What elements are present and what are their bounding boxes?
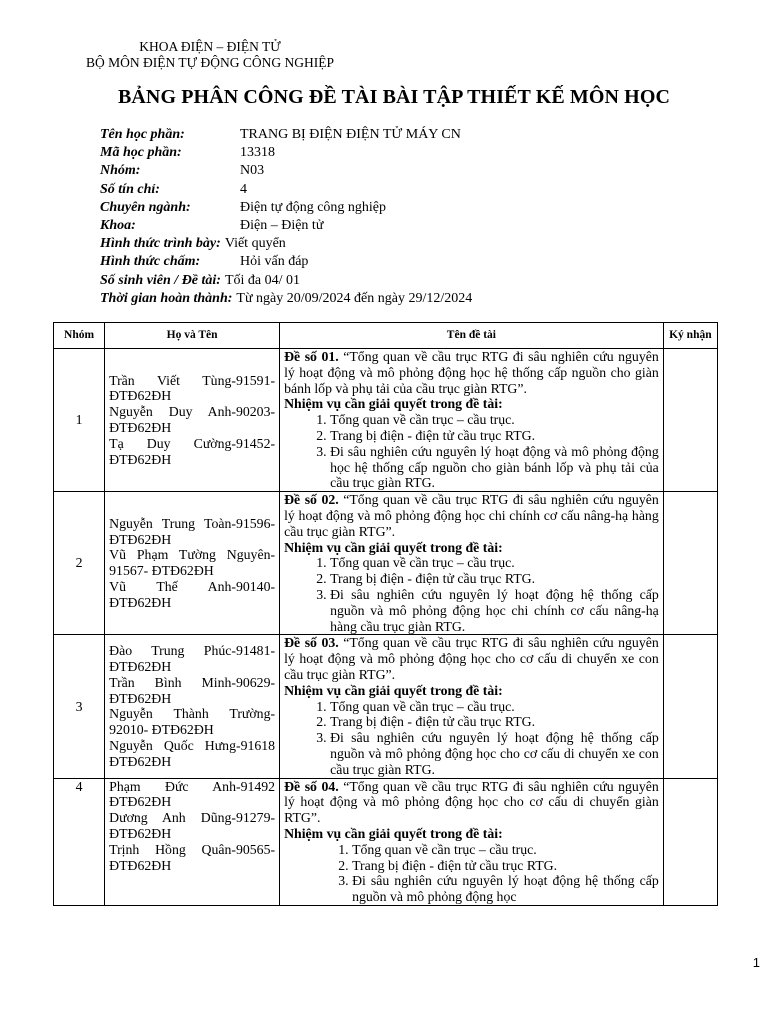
task-item: 3. Đi sâu nghiên cứu nguyên lý hoạt động hệ thống cấp nguồn và mô phỏng động học cho cơ cấu di chuyển xe con cầu trục giàn RTG. — [330, 730, 659, 777]
info-key: Số tín chỉ: — [100, 181, 160, 197]
info-key: Tên học phần: — [100, 127, 185, 142]
department-header: BỘ MÔN ĐIỆN TỰ ĐỘNG CÔNG NGHIỆP — [86, 55, 334, 70]
member-name: Nguyễn Quốc Hưng-91618 ĐTĐ62ĐH — [109, 738, 276, 769]
info-key: Nhóm: — [100, 163, 141, 179]
task-item: 2. Trang bị điện - điện tử cầu trục RTG. — [330, 571, 659, 587]
member-name: Tạ Duy Cường-91452-ĐTĐ62ĐH — [109, 435, 276, 467]
task-list — [284, 555, 659, 634]
topic-number: Đề số 01. — [284, 349, 339, 364]
page-number: 1 — [752, 955, 760, 970]
topic-cell — [280, 349, 664, 492]
member-name: Dương Anh Dũng-91279-ĐTĐ62ĐH — [109, 810, 276, 841]
task-item: 3. Đi sâu nghiên cứu nguyên lý hoạt động và mô phỏng động học hệ thống cấp nguồn cho giàn bánh lốp và phụ tải của cầu trục giàn RTG. — [330, 444, 659, 491]
info-row-faculty — [100, 217, 472, 235]
member-name: Phạm Đức Anh-91492 ĐTĐ62ĐH — [109, 778, 276, 810]
tasks-heading: Nhiệm vụ cần giải quyết trong đề tài: — [284, 396, 503, 412]
group-number: 2 — [54, 492, 105, 635]
member-list — [105, 492, 280, 635]
info-value: Điện – Điện tử — [240, 217, 324, 233]
info-value: 13318 — [240, 145, 275, 161]
assignment-table — [53, 322, 718, 906]
task-item: 1. Tổng quan về cần trục – cầu trục. — [330, 555, 659, 571]
info-value: TRANG BỊ ĐIỆN ĐIỆN TỬ MÁY CN — [240, 127, 461, 142]
task-list — [284, 412, 659, 491]
task-list — [284, 842, 659, 905]
info-row-students-per-topic — [100, 272, 472, 290]
member-name: Nguyễn Duy Anh-90203-ĐTĐ62ĐH — [109, 404, 276, 436]
info-key: Hình thức chấm: — [100, 254, 201, 270]
info-value: Điện tự động công nghiệp — [240, 199, 387, 215]
group-number: 3 — [54, 635, 105, 778]
column-header-group: Nhóm — [54, 323, 105, 349]
info-row-presentation — [100, 235, 472, 253]
task-item: 3. Đi sâu nghiên cứu nguyên lý hoạt động hệ thống cấp nguồn và mô phỏng động học — [352, 873, 659, 905]
info-value: Hỏi vấn đáp — [240, 254, 309, 270]
task-item: 2. Trang bị điện - điện tử cầu trục RTG. — [352, 858, 659, 874]
info-key: Mã học phần: — [100, 145, 182, 161]
info-key: Thời gian hoàn thành: — [100, 290, 233, 306]
faculty-header: KHOA ĐIỆN – ĐIỆN TỬ — [139, 39, 281, 54]
info-key: Số sinh viên / Đề tài: — [100, 272, 221, 288]
topic-title: “Tổng quan về cầu trục RTG đi sâu nghiên cứu nguyên lý hoạt động và mô phỏng động học cho cơ cấu di chuyển giàn RTG”. — [284, 778, 659, 826]
column-header-topic: Tên đề tài — [280, 323, 664, 349]
column-header-name: Họ và Tên — [105, 323, 280, 349]
info-key: Chuyên ngành: — [100, 199, 191, 215]
topic-cell — [280, 778, 664, 905]
signature-cell[interactable] — [663, 349, 717, 492]
info-row-course-name — [100, 126, 472, 144]
member-name: Nguyễn Thành Trường-92010- ĐTĐ62ĐH — [109, 706, 276, 738]
topic-cell — [280, 492, 664, 635]
column-header-sign: Ký nhận — [663, 323, 717, 349]
info-row-major — [100, 199, 472, 217]
topic-number: Đề số 04. — [284, 778, 339, 794]
member-name: Đào Trung Phúc-91481-ĐTĐ62ĐH — [109, 643, 276, 675]
info-key: Khoa: — [100, 217, 136, 233]
signature-cell[interactable] — [663, 778, 717, 905]
info-row-grading — [100, 253, 472, 271]
member-name: Vũ Thế Anh-90140-ĐTĐ62ĐH — [109, 579, 276, 610]
task-item: 2. Trang bị điện - điện tử cầu trục RTG. — [330, 714, 659, 730]
document-title: BẢNG PHÂN CÔNG ĐỀ TÀI BÀI TẬP THIẾT KẾ MÔN HỌC — [117, 86, 671, 108]
group-number: 4 — [54, 778, 105, 905]
info-value: 4 — [240, 181, 247, 197]
table-row — [54, 635, 718, 778]
tasks-heading: Nhiệm vụ cần giải quyết trong đề tài: — [284, 539, 503, 555]
info-value: Từ ngày 20/09/2024 đến ngày 29/12/2024 — [236, 290, 473, 306]
task-list — [284, 699, 659, 778]
task-item: 1. Tổng quan về cần trục – cầu trục. — [352, 842, 659, 858]
topic-title: “Tổng quan về cầu trục RTG đi sâu nghiên cứu nguyên lý hoạt động và mô phỏng động học chi chính cơ cấu nâng-hạ hàng cầu trục giàn RTG”. — [284, 492, 659, 539]
member-name: Vũ Phạm Tường Nguyên-91567- ĐTĐ62ĐH — [109, 547, 276, 579]
info-key: Hình thức trình bày: — [100, 236, 221, 252]
table-row — [54, 778, 718, 905]
info-value: Tối đa 04/ 01 — [224, 272, 301, 288]
member-name: Trịnh Hồng Quân-90565-ĐTĐ62ĐH — [109, 841, 276, 873]
signature-cell[interactable] — [663, 635, 717, 778]
topic-number: Đề số 02. — [284, 492, 339, 508]
member-list — [105, 778, 280, 905]
topic-title: “Tổng quan về cầu trục RTG đi sâu nghiên cứu nguyên lý hoạt động và mô phỏng động học cho cơ cấu di chuyển xe con cầu trục giàn RTG”. — [284, 635, 659, 682]
member-name: Trần Viết Tùng-91591-ĐTĐ62ĐH — [109, 372, 276, 404]
tasks-heading: Nhiệm vụ cần giải quyết trong đề tài: — [284, 825, 503, 841]
table-row — [54, 492, 718, 635]
course-info — [100, 126, 472, 308]
member-name: Nguyễn Trung Toàn-91596-ĐTĐ62ĐH — [109, 515, 276, 547]
topic-title: “Tổng quan về cầu trục RTG đi sâu nghiên cứu nguyên lý hoạt động và mô phỏng động học hệ thống cấp nguồn cho giàn bánh lốp và phụ tải của cầu trục giàn RTG”. — [284, 349, 659, 396]
signature-cell[interactable] — [663, 492, 717, 635]
info-row-deadline — [100, 290, 472, 308]
info-row-credits — [100, 181, 472, 199]
table-header-row — [54, 323, 718, 349]
task-item: 2. Trang bị điện - điện tử cầu trục RTG. — [330, 428, 659, 444]
member-name: Trần Bình Minh-90629-ĐTĐ62ĐH — [109, 674, 276, 706]
member-list — [105, 635, 280, 778]
topic-number: Đề số 03. — [284, 635, 339, 651]
info-value: N03 — [240, 163, 265, 179]
group-number: 1 — [54, 349, 105, 492]
info-value: Viết quyển — [224, 236, 286, 252]
table-row — [54, 349, 718, 492]
info-row-course-code — [100, 144, 472, 162]
tasks-heading: Nhiệm vụ cần giải quyết trong đề tài: — [284, 682, 503, 698]
topic-cell — [280, 635, 664, 778]
task-item: 1. Tổng quan về cần trục – cầu trục. — [330, 412, 659, 428]
member-list — [105, 349, 280, 492]
task-item: 1. Tổng quan về cần trục – cầu trục. — [330, 699, 659, 715]
info-row-group — [100, 162, 472, 180]
task-item: 3. Đi sâu nghiên cứu nguyên lý hoạt động hệ thống cấp nguồn và mô phỏng động học chi chính cơ cấu nâng-hạ hàng cầu trục giàn RTG. — [330, 587, 659, 634]
